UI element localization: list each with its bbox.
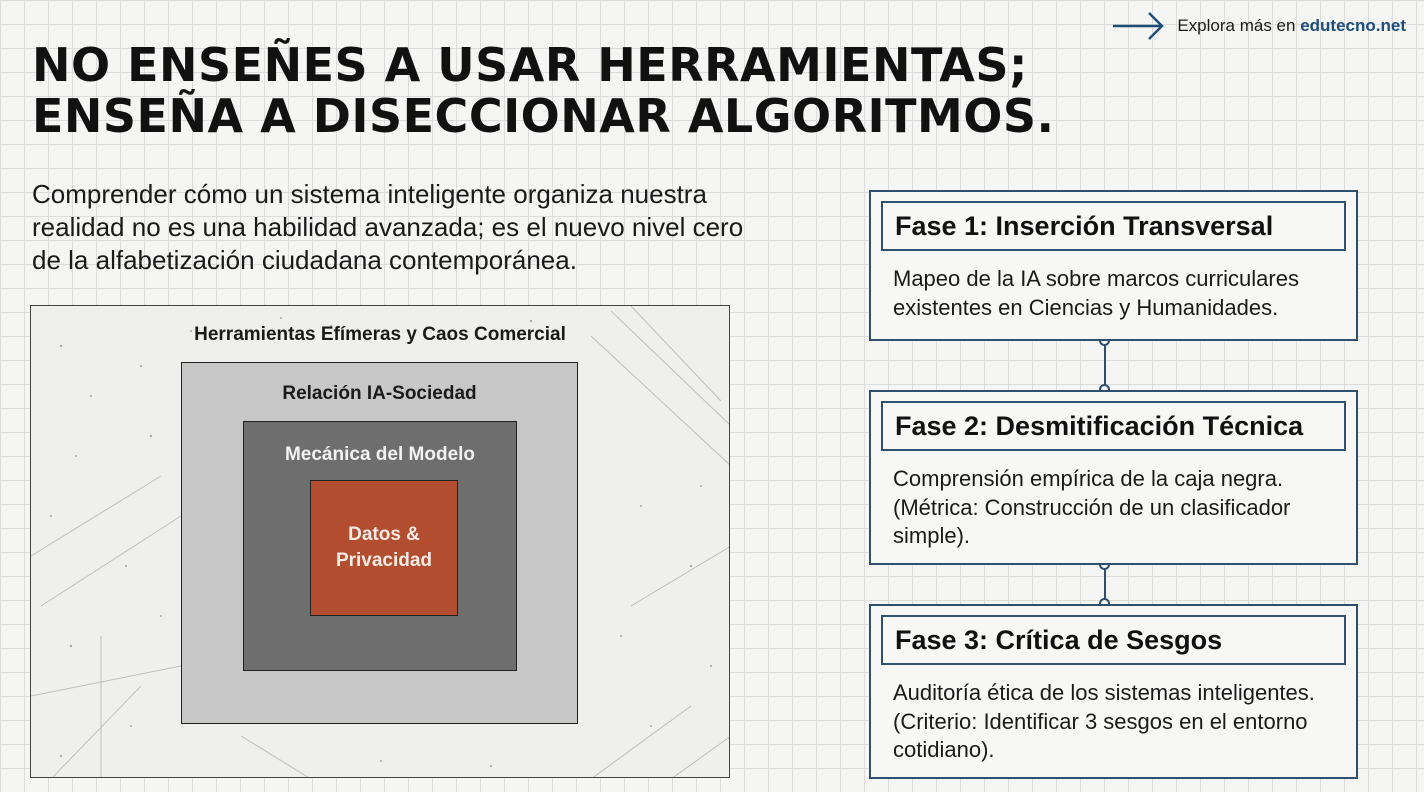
phase-card-3 bbox=[869, 604, 1358, 779]
phase-title: Fase 3: Crítica de Sesgos bbox=[895, 624, 1223, 655]
edutecno-link[interactable] bbox=[1111, 8, 1406, 44]
layer-core bbox=[310, 480, 458, 616]
phase-description: Mapeo de la IA sobre marcos curriculares existentes en Ciencias y Humanidades. bbox=[893, 266, 1299, 320]
link-text: Explora más en edutecno.net bbox=[1177, 16, 1406, 35]
phase-header bbox=[881, 201, 1346, 251]
page-title bbox=[32, 40, 1055, 142]
phase-card-2 bbox=[869, 390, 1358, 565]
subtitle: Comprender cómo un sistema inteligente organiza nuestra realidad no es una habilidad avanzada; es el nuevo nivel cero de la alfabetización ciudadana contemporánea. bbox=[32, 179, 744, 275]
phase-header bbox=[881, 615, 1346, 665]
phase-title: Fase 1: Inserción Transversal bbox=[895, 210, 1274, 241]
layer-third bbox=[243, 421, 517, 671]
phase-header bbox=[881, 401, 1346, 451]
title-line-2: ENSEÑA A DISECCIONAR ALGORITMOS. bbox=[32, 89, 1055, 143]
layer-third-label: Mecánica del Modelo bbox=[284, 444, 476, 465]
phase-description: Comprensión empírica de la caja negra. (Métrica: Construcción de un clasificador simple). bbox=[893, 466, 1291, 548]
title-line-1: NO ENSEÑES A USAR HERRAMIENTAS; bbox=[32, 38, 1028, 92]
layer-second bbox=[181, 362, 578, 724]
layer-outer-label: Herramientas Efímeras y Caos Comercial bbox=[194, 324, 566, 345]
connector-line-1 bbox=[1104, 341, 1106, 390]
link-site[interactable]: edutecno.net bbox=[1300, 16, 1406, 35]
phase-description: Auditoría ética de los sistemas inteligentes. (Criterio: Identificar 3 sesgos en el entorno cotidiano). bbox=[893, 680, 1315, 762]
layer-second-label: Relación IA-Sociedad bbox=[282, 383, 477, 404]
layers-diagram bbox=[30, 305, 730, 778]
layer-core-label: Datos & Privacidad bbox=[335, 524, 433, 571]
arrow-right-icon bbox=[1111, 8, 1167, 44]
phase-title: Fase 2: Desmitificación Técnica bbox=[895, 410, 1304, 441]
phase-card-1 bbox=[869, 190, 1358, 341]
